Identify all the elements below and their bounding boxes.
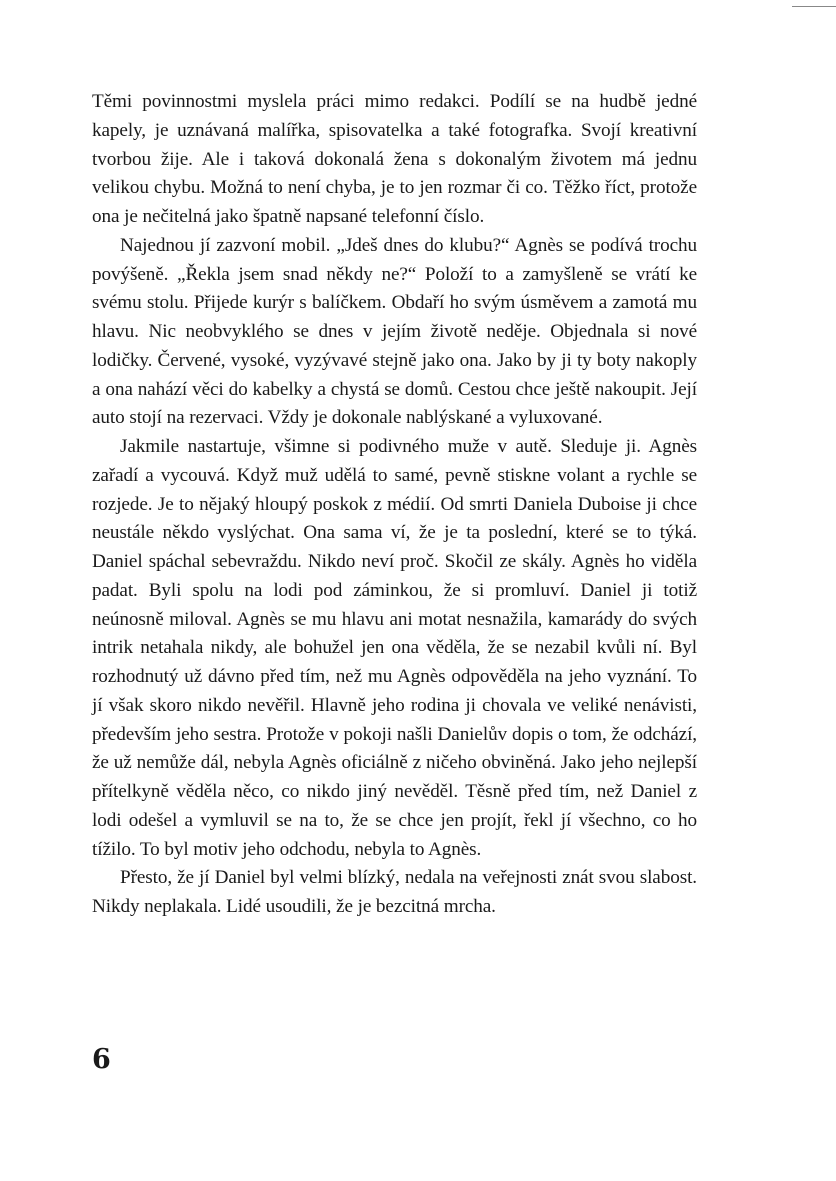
paragraph: Těmi povinnostmi myslela práci mimo redakci. Podílí se na hudbě jedné kapely, je uznávaná malířka, spisovatelka a také fotografka. Svojí kreativní tvorbou žije. Ale i taková dokonalá žena s dokonalým životem má jednu velikou chybu. Možná to není chyba, je to jen rozmar či co. Těžko říct, protože ona je nečitelná jako špatně napsané telefonní číslo. (92, 91, 697, 227)
paragraph: Jakmile nastartuje, všimne si podivného muže v autě. Sleduje ji. Agnès zařadí a vycouvá. Když muž udělá to samé, pevně stiskne volant a rychle se rozjede. Je to nějaký hloupý poskok z médií. Od smrti Daniela Duboise ji chce neustále někdo vyslýchat. Ona sama ví, že je ta poslední, které se to týká. Daniel spáchal sebevraždu. Nikdo neví proč. Skočil ze skály. Agnès ho viděla padat. Byli spolu na lodi pod záminkou, že si promluví. Daniel ji totiž neúnosně miloval. Agnès se mu hlavu ani motat nesnažila, kamarády do svých intrik netahala nikdy, ale bohužel jen ona věděla, že se nezabil kvůli ní. Byl rozhodnutý už dávno před tím, než mu Agnès odpověděla na jeho vyznání. To jí však skoro nikdo nevěřil. Hlavně jeho rodina ji chovala ve veliké nenávisti, především jeho sestra. Protože v pokoji našli Danielův dopis o tom, že odchází, že už nemůže dál, nebyla Agnès oficiálně z ničeho obviněná. Jako jeho nejlepší přítelkyně věděla něco, co nikdo jiný nevěděl. Těsně před tím, než Daniel z lodi odešel a vymluvil se na to, že se chce jen projít, řekl jí všechno, co ho tížilo. To byl motiv jeho odchodu, nebyla to Agnès. (92, 436, 697, 860)
paragraph: Přesto, že jí Daniel byl velmi blízký, nedala na veřejnosti znát svou slabost. Nikdy neplakala. Lidé usoudili, že je bezcitná mrcha. (92, 867, 697, 917)
paragraph: Najednou jí zazvoní mobil. „Jdeš dnes do klubu?“ Agnès se podívá trochu povýšeně. „Řekla jsem snad někdy ne?“ Položí to a zamyšleně se vrátí ke svému stolu. Přijede kurýr s balíčkem. Obdaří ho svým úsměvem a zamotá mu hlavu. Nic neobvyklého se dnes v jejím životě neděje. Objednala si nové lodičky. Červené, vysoké, vyzývavé stejně jako ona. Jako by ji ty boty nakoply a ona nahází věci do kabelky a chystá se domů. Cestou chce ještě nakoupit. Její auto stojí na rezervaci. Vždy je dokonale nablýskané a vyluxované. (92, 234, 697, 429)
crop-mark (792, 0, 836, 7)
page-body (92, 88, 697, 922)
page-number: 6 (92, 1044, 111, 1075)
